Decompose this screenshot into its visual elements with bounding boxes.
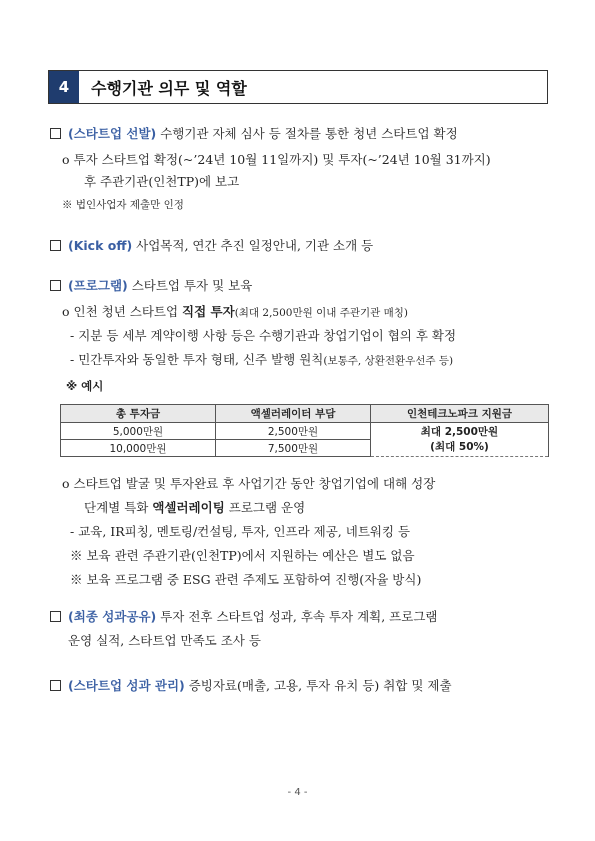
item-program [50,276,252,294]
dash-item [70,350,453,368]
item-tag: (프로그램) [68,278,128,293]
merged-line: 최대 2,500만원 [420,425,499,438]
sub-item-text: 프로그램 운영 [224,500,306,515]
sub-item-small: (최대 2,500만원 이내 주관기관 매칭) [234,307,409,319]
note: ※ 법인사업자 제출만 인정 [62,199,184,211]
sub-item: o 스타트업 발굴 및 투자완료 후 사업기간 동안 창업기업에 대해 성장 [62,476,436,491]
dash-item: - 지분 등 세부 계약이행 사항 등은 수행기관과 창업기업이 협의 후 확정 [70,328,457,343]
sub-item-continued: 후 주관기관(인천TP)에 보고 [84,174,240,189]
item-final-results [50,607,437,625]
checkbox-icon [50,280,61,291]
table-header-row [61,405,549,423]
sub-item-bold: 직접 투자 [182,304,235,319]
item-text: 투자 전후 스타트업 성과, 후속 투자 계획, 프로그램 [156,609,438,624]
table-header: 인천테크노파크 지원금 [371,405,549,423]
item-text: 수행기관 자체 심사 등 절차를 통한 청년 스타트업 확정 [156,126,458,141]
section-number: 4 [49,71,79,103]
item-kickoff [50,236,373,254]
sub-item-text: o 인천 청년 스타트업 [62,304,183,319]
example-label: ※ 예시 [66,379,104,393]
sub-item: o 투자 스타트업 확정(~’24년 10월 11일까지) 및 투자(~’24년 10월 31까지) [62,152,491,167]
item-selection [50,124,458,142]
table-cell: 10,000만원 [61,440,216,457]
table-row [61,423,549,440]
merged-line: (최대 50%) [430,440,489,453]
item-performance-management [50,676,452,694]
table-cell: 2,500만원 [216,423,371,440]
table-cell: 7,500만원 [216,440,371,457]
dash-item: - 교육, IR피칭, 멘토링/컨설팅, 투자, 인프라 제공, 네트워킹 등 [70,524,411,539]
investment-example-table [60,404,549,457]
item-tag: (Kick off) [68,238,133,253]
table-cell-merged [371,423,549,457]
checkbox-icon [50,128,61,139]
item-text-continued: 운영 실적, 스타트업 만족도 조사 등 [68,633,261,648]
item-text: 스타트업 투자 및 보육 [127,278,253,293]
dash-item-small: (보통주, 상환전환우선주 등) [323,355,454,367]
checkbox-icon [50,611,61,622]
sub-item [62,302,408,320]
item-tag: (스타트업 선발) [68,126,157,141]
checkbox-icon [50,680,61,691]
item-text: 사업목적, 연간 추진 일정안내, 기관 소개 등 [132,238,374,253]
item-tag: (스타트업 성과 관리) [68,678,185,693]
item-text: 증빙자료(매출, 고용, 투자 유치 등) 취합 및 제출 [184,678,452,693]
table-cell: 5,000만원 [61,423,216,440]
checkbox-icon [50,240,61,251]
sub-item-continued [84,498,305,516]
table-header: 총 투자금 [61,405,216,423]
page-number: - 4 - [287,787,308,798]
sub-item-bold: 액셀러레이팅 [152,500,225,515]
note: ※ 보육 관련 주관기관(인천TP)에서 지원하는 예산은 별도 없음 [70,548,415,563]
note: ※ 보육 프로그램 중 ESG 관련 주제도 포함하여 진행(자율 방식) [70,572,422,587]
section-title: 수행기관 의무 및 역할 [91,78,247,98]
item-tag: (최종 성과공유) [68,609,157,624]
sub-item-text: 단계별 특화 [84,500,153,515]
dash-item-text: - 민간투자와 동일한 투자 형태, 신주 발행 원칙 [70,352,324,367]
table-header: 액셀러레이터 부담 [216,405,371,423]
section-header [48,70,548,104]
